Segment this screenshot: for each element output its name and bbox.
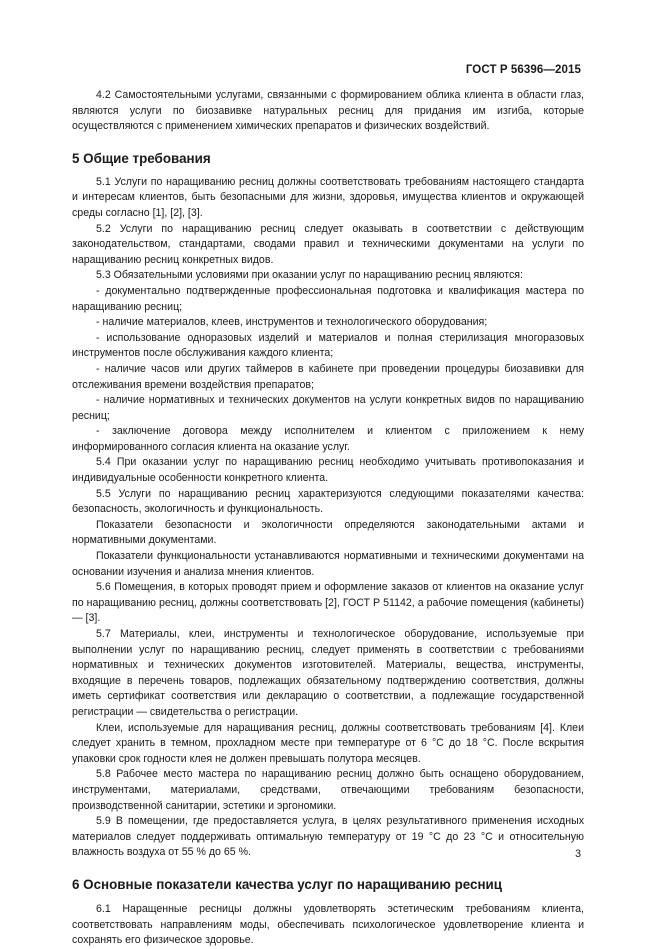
- paragraph: Клеи, используемые для наращивания ресниц, должны соответствовать требованиям [4]. Клеи следует хранить в темном, прохладном месте при температуре от 6 °С до 18 °С. После вскрытия упаковки срок годности клея не должен превышать полутора месяцев.: [72, 721, 584, 765]
- section-5-heading: 5 Общие требования: [72, 150, 211, 166]
- clause-4-2: 4.2 Самостоятельными услугами, связанными с формированием облика клиента в области глаз, являются услуги по биозавивке натуральных ресниц для придания им изгиба, которые осуществляются с применением химических препаратов и физических воздействий.: [72, 89, 584, 133]
- clause-5-5: 5.5 Услуги по наращиванию ресниц характеризуются следующими показателями качества: безопасность, экологичность и функциональность.: [72, 487, 584, 516]
- clause-5-9: 5.9 В помещении, где предоставляется услуга, в целях результативного применения исходных материалов следует поддерживать оптимальную температуру от 19 °С до 23 °С и относительную влажность воздуха от 55 % до 65 %.: [72, 815, 584, 859]
- list-item: - наличие материалов, клеев, инструментов и технологического оборудования;: [96, 316, 488, 329]
- clause-5-8: 5.8 Рабочее место мастера по наращиванию ресниц должно быть оснащено оборудованием, инструментами, материалами, средствами, отвечающими требованиям безопасности, производственной санитарии, эстетики и эргономики.: [72, 768, 584, 812]
- paragraph: Показатели функциональности устанавливаются нормативными и техническими документами на основании изучения и анализа мнения клиентов.: [72, 550, 584, 578]
- section-6-heading: 6 Основные показатели качества услуг по наращиванию ресниц: [72, 876, 503, 892]
- clause-5-2: 5.2 Услуги по наращиванию ресниц следует оказывать в соответствии с действующим законодательством, стандартами, сводами правил и техническими документами на услуги по наращиванию ресниц конкретных видов.: [72, 222, 584, 266]
- document-header-id: ГОСТ Р 56396—2015: [465, 64, 581, 76]
- clause-5-1: 5.1 Услуги по наращиванию ресниц должны соответствовать требованиям настоящего стандарта и интересам клиентов, быть безопасными для жизни, здоровья, имущества клиентов и окружающей среды согласно [1], [2], [3].: [72, 175, 584, 219]
- clause-5-6: 5.6 Помещения, в которых проводят прием и оформление заказов от клиентов на оказание услуг по наращиванию ресниц, должны соответствовать [2], ГОСТ Р 51142, а рабочие помещения (кабинеты) — [3].: [72, 581, 584, 625]
- paragraph: Показатели безопасности и экологичности определяются законодательными актами и нормативными документами.: [72, 518, 584, 547]
- list-item: - наличие нормативных и технических документов на услуги конкретных видов по наращиванию ресниц;: [72, 394, 584, 422]
- list-item: - заключение договора между исполнителем и клиентом с приложением к нему информированного согласия клиента на оказание услуг.: [72, 425, 584, 453]
- clause-6-1: 6.1 Наращенные ресницы должны удовлетворять эстетическим требованиям клиента, соответствовать направлениям моды, обеспечивать психологическое удовлетворение клиента и сохранять его физическое здоровье.: [72, 902, 584, 947]
- list-item: - использование одноразовых изделий и материалов и полная стерилизация многоразовых инструментов после обслуживания каждого клиента;: [72, 331, 584, 360]
- list-item: - наличие часов или других таймеров в кабинете при проведении процедуры биозавивки для отслеживания времени воздействия препаратов;: [72, 362, 584, 391]
- page-content: [72, 88, 584, 949]
- clause-5-3: 5.3 Обязательными условиями при оказании услуг по наращиванию ресниц являются:: [96, 269, 523, 282]
- clause-5-7: 5.7 Материалы, клеи, инструменты и технологическое оборудование, используемые при выполнении услуг по наращиванию ресниц, следует применять в соответствии с требованиями нормативных и технических документов изготовителей. Материалы, вещества, инструменты, входящие в перечень товаров, подлежащих обязательному подтверждению соответствия, должны иметь сертификат соответствия или декларацию о соответствии, а подлежащие государственной регистрации — свидетельства о регистрации.: [72, 628, 584, 718]
- clause-5-4: 5.4 При оказании услуг по наращиванию ресниц необходимо учитывать противопоказания и индивидуальные особенности конкретного клиента.: [72, 456, 584, 485]
- list-item: - документально подтвержденные профессиональная подготовка и квалификация мастера по наращиванию ресниц;: [72, 284, 584, 313]
- page-number: 3: [575, 848, 581, 860]
